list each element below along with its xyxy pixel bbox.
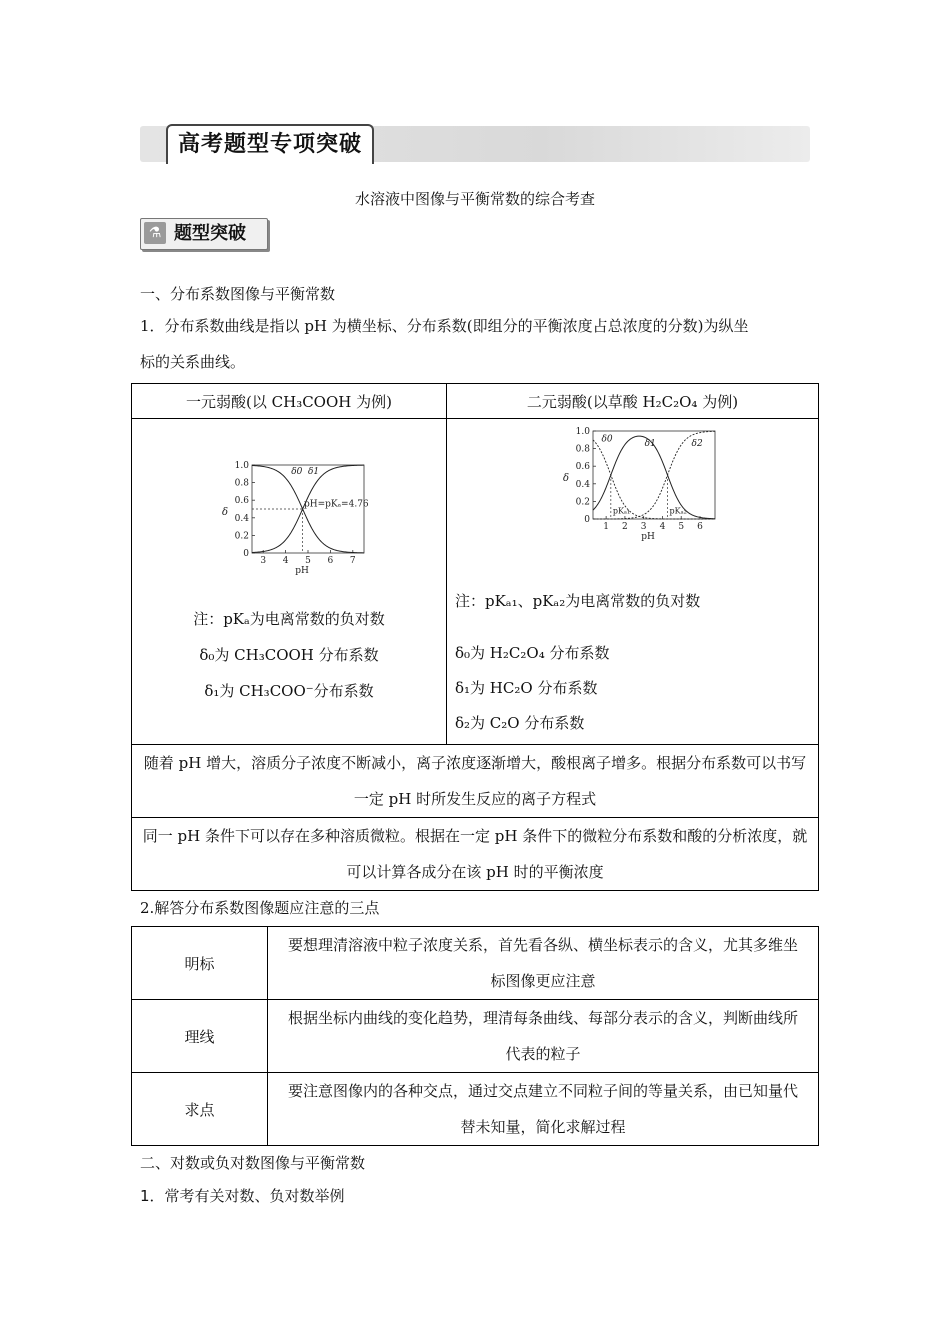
di-acid-cell	[447, 419, 819, 745]
y-tick-label: 0	[243, 549, 249, 559]
x-tick-label: 6	[327, 556, 334, 566]
right-note-2: δ₁为 HC₂O 分布系数	[455, 679, 598, 697]
x-tick-label: 3	[640, 522, 647, 532]
y-tick-label: 0.6	[234, 496, 249, 507]
y-axis-label: δ	[222, 507, 229, 518]
y-tick-label: 0	[584, 515, 590, 525]
y-tick-label: 0.2	[234, 531, 249, 542]
table1-row2: 随着 pH 增大，溶质分子浓度不断减小，离子浓度逐渐增大，酸根离子增多。根据分布系数可以书写一定 pH 时所发生反应的离子方程式	[132, 745, 819, 818]
right-note-3: δ₂为 C₂O 分布系数	[455, 714, 585, 732]
flask-icon: ⚗	[144, 222, 166, 244]
y-tick-label: 0.8	[575, 444, 590, 455]
series-delta0-label: δ0	[291, 466, 303, 477]
right-note-1: δ₀为 H₂C₂O₄ 分布系数	[455, 644, 610, 662]
tips-table	[131, 926, 819, 1146]
section1-point1-cont: 标的关系曲线。	[140, 353, 246, 371]
tip-text-1: 根据坐标内曲线的变化趋势，理清每条曲线、每部分表示的含义，判断曲线所代表的粒子	[268, 1000, 819, 1073]
x-tick-label: 5	[305, 556, 311, 566]
mono-acid-cell	[132, 419, 447, 745]
x-tick-label: 4	[282, 556, 289, 566]
y-tick-label: 0.4	[575, 479, 590, 490]
x-tick-label: 3	[260, 556, 267, 566]
tip-label-2: 求点	[132, 1073, 268, 1146]
section1-point1: 1．分布系数曲线是指以 pH 为横坐标、分布系数(即组分的平衡浓度占总浓度的分数)为纵坐	[140, 317, 749, 335]
y-tick-label: 0.4	[234, 513, 249, 524]
series-delta1-label: δ1	[308, 466, 320, 477]
section2-point1: 1．常考有关对数、负对数举例	[140, 1187, 345, 1205]
x-tick-label: 5	[678, 522, 685, 532]
x-tick-label: 6	[697, 522, 703, 532]
series-delta2-label: δ2	[691, 438, 703, 449]
x-tick-label: 4	[659, 522, 666, 532]
y-tick-label: 0.2	[575, 497, 590, 508]
pka2-label: pKₐ₂	[669, 506, 687, 516]
badge-label: 题型突破	[174, 223, 246, 244]
tip-label-0: 明标	[132, 927, 268, 1000]
x-axis-label: pH	[641, 532, 655, 542]
y-tick-label: 1.0	[575, 427, 590, 437]
x-tick-label: 7	[349, 556, 356, 566]
section1-heading: 一、分布系数图像与平衡常数	[140, 285, 336, 303]
table1-row3: 同一 pH 条件下可以存在多种溶质微粒。根据在一定 pH 条件下的微粒分布系数和酸的分析浓度，就可以计算各成分在该 pH 时的平衡浓度	[132, 818, 819, 891]
left-note-1: δ₀为 CH₃COOH 分布系数	[199, 646, 379, 664]
y-tick-label: 1.0	[234, 461, 249, 471]
tip-text-0: 要想理清溶液中粒子浓度关系，首先看各纵、横坐标表示的含义，尤其多维坐标图像更应注意	[268, 927, 819, 1000]
series-delta1-label: δ1	[644, 438, 656, 449]
left-note-2: δ₁为 CH₃COO⁻分布系数	[204, 682, 374, 700]
pka-annotation: pH=pKₐ=4.76	[303, 499, 369, 510]
col1-header: 一元弱酸(以 CH₃COOH 为例)	[132, 384, 447, 419]
di-acid-chart	[555, 427, 725, 552]
series-delta0-line	[593, 440, 715, 519]
mono-acid-chart	[212, 455, 412, 585]
series-delta0-label: δ0	[601, 434, 613, 445]
x-axis-label: pH	[295, 566, 309, 576]
right-note-0: 注：pKₐ₁、pKₐ₂为电离常数的负对数	[455, 592, 701, 610]
y-tick-label: 0.8	[234, 478, 249, 489]
banner-title: 高考题型专项突破	[166, 124, 374, 164]
y-axis-label: δ	[563, 473, 570, 484]
section2-heading: 二、对数或负对数图像与平衡常数	[140, 1154, 366, 1172]
x-tick-label: 2	[622, 522, 628, 532]
y-tick-label: 0.6	[575, 462, 590, 473]
left-note-0: 注：pKₐ为电离常数的负对数	[193, 610, 385, 628]
col2-header: 二元弱酸(以草酸 H₂C₂O₄ 为例)	[447, 384, 819, 419]
tip-text-2: 要注意图像内的各种交点，通过交点建立不同粒子间的等量关系，由已知量代替未知量，简化求解过程	[268, 1073, 819, 1146]
topic-badge	[140, 218, 266, 250]
distribution-table	[131, 383, 819, 891]
section1-2-heading: 2.解答分布系数图像题应注意的三点	[140, 899, 380, 917]
x-tick-label: 1	[603, 522, 610, 532]
section-banner	[140, 126, 810, 162]
doc-title: 水溶液中图像与平衡常数的综合考查	[354, 190, 595, 208]
pka1-label: pKₐ₁	[612, 506, 631, 516]
tip-label-1: 理线	[132, 1000, 268, 1073]
